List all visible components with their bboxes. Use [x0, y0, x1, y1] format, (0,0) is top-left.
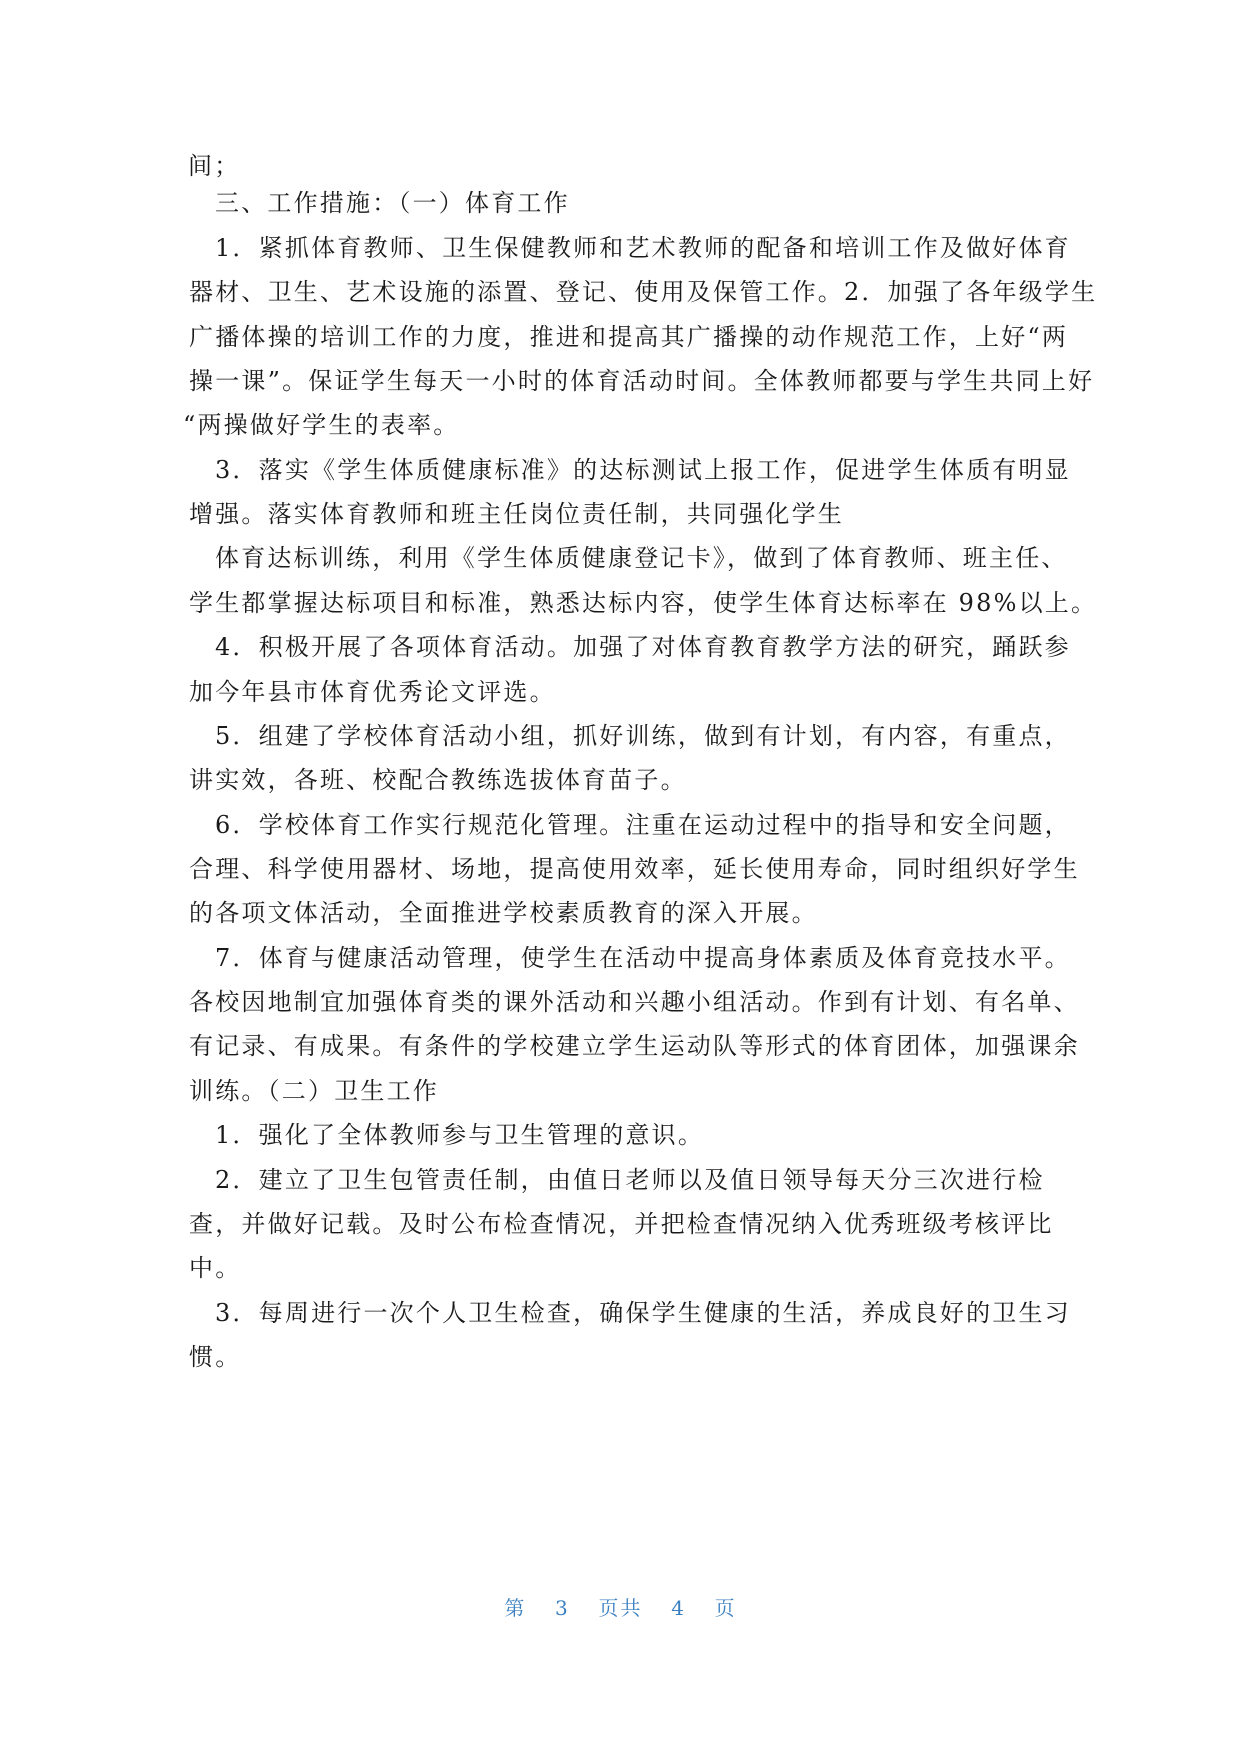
text-line: 惯。 [189, 1343, 242, 1371]
footer-prefix: 第 [504, 1596, 527, 1620]
text-line: 训练。（二）卫生工作 [189, 1077, 439, 1105]
text-line: 器材、卫生、艺术设施的添置、登记、使用及保管工作。2．加强了各年级学生 [189, 278, 1098, 306]
text-line: 3．每周进行一次个人卫生检查，确保学生健康的生活，养成良好的卫生习 [215, 1299, 1071, 1327]
section-heading: 三、工作措施：（一）体育工作 [215, 189, 570, 217]
page-footer [0, 1594, 1241, 1622]
footer-middle: 页共 [598, 1596, 643, 1620]
text-line: 1．紧抓体育教师、卫生保健教师和艺术教师的配备和培训工作及做好体育 [215, 234, 1071, 262]
text-line: 学生都掌握达标项目和标准，熟悉达标内容，使学生体育达标率在 98%以上。 [189, 589, 1098, 617]
current-page-number: 3 [555, 1596, 570, 1620]
text-line: 各校因地制宜加强体育类的课外活动和兴趣小组活动。作到有计划、有名单、 [189, 988, 1080, 1016]
text-line: 广播体操的培训工作的力度，推进和提高其广播操的动作规范工作，上好“两 [189, 323, 1069, 351]
text-line: 的各项文体活动，全面推进学校素质教育的深入开展。 [189, 899, 818, 927]
text-line: 2．建立了卫生包管责任制，由值日老师以及值日领导每天分三次进行检 [215, 1166, 1045, 1194]
text-line: 1．强化了全体教师参与卫生管理的意识。 [215, 1121, 705, 1149]
text-line: 3．落实《学生体质健康标准》的达标测试上报工作，促进学生体质有明显 [215, 456, 1071, 484]
text-line: 合理、科学使用器材、场地，提高使用效率，延长使用寿命，同时组织好学生 [189, 855, 1080, 883]
text-line: 讲实效，各班、校配合教练选拔体育苗子。 [189, 766, 687, 794]
text-line: 7．体育与健康活动管理，使学生在活动中提高身体素质及体育竞技水平。 [215, 944, 1071, 972]
text-line: 中。 [189, 1254, 242, 1282]
text-line: “两操做好学生的表率。 [183, 411, 460, 439]
text-line: 有记录、有成果。有条件的学校建立学生运动队等形式的体育团体，加强课余 [189, 1032, 1080, 1060]
text-line: 6．学校体育工作实行规范化管理。注重在运动过程中的指导和安全问题， [215, 811, 1071, 839]
text-line: 加今年县市体育优秀论文评选。 [189, 678, 556, 706]
text-line: 操一课”。保证学生每天一小时的体育活动时间。全体教师都要与学生共同上好 [189, 367, 1095, 395]
text-line: 间； [188, 152, 241, 180]
text-line: 增强。落实体育教师和班主任岗位责任制，共同强化学生 [189, 500, 844, 528]
total-pages-number: 4 [671, 1596, 686, 1620]
footer-suffix: 页 [714, 1596, 737, 1620]
text-line: 体育达标训练，利用《学生体质健康登记卡》，做到了体育教师、班主任、 [215, 544, 1068, 572]
text-line: 查，并做好记载。及时公布检查情况，并把检查情况纳入优秀班级考核评比 [189, 1210, 1054, 1238]
text-line: 5．组建了学校体育活动小组，抓好训练，做到有计划，有内容，有重点， [215, 722, 1071, 750]
text-line: 4．积极开展了各项体育活动。加强了对体育教育教学方法的研究，踊跃参 [215, 633, 1071, 661]
